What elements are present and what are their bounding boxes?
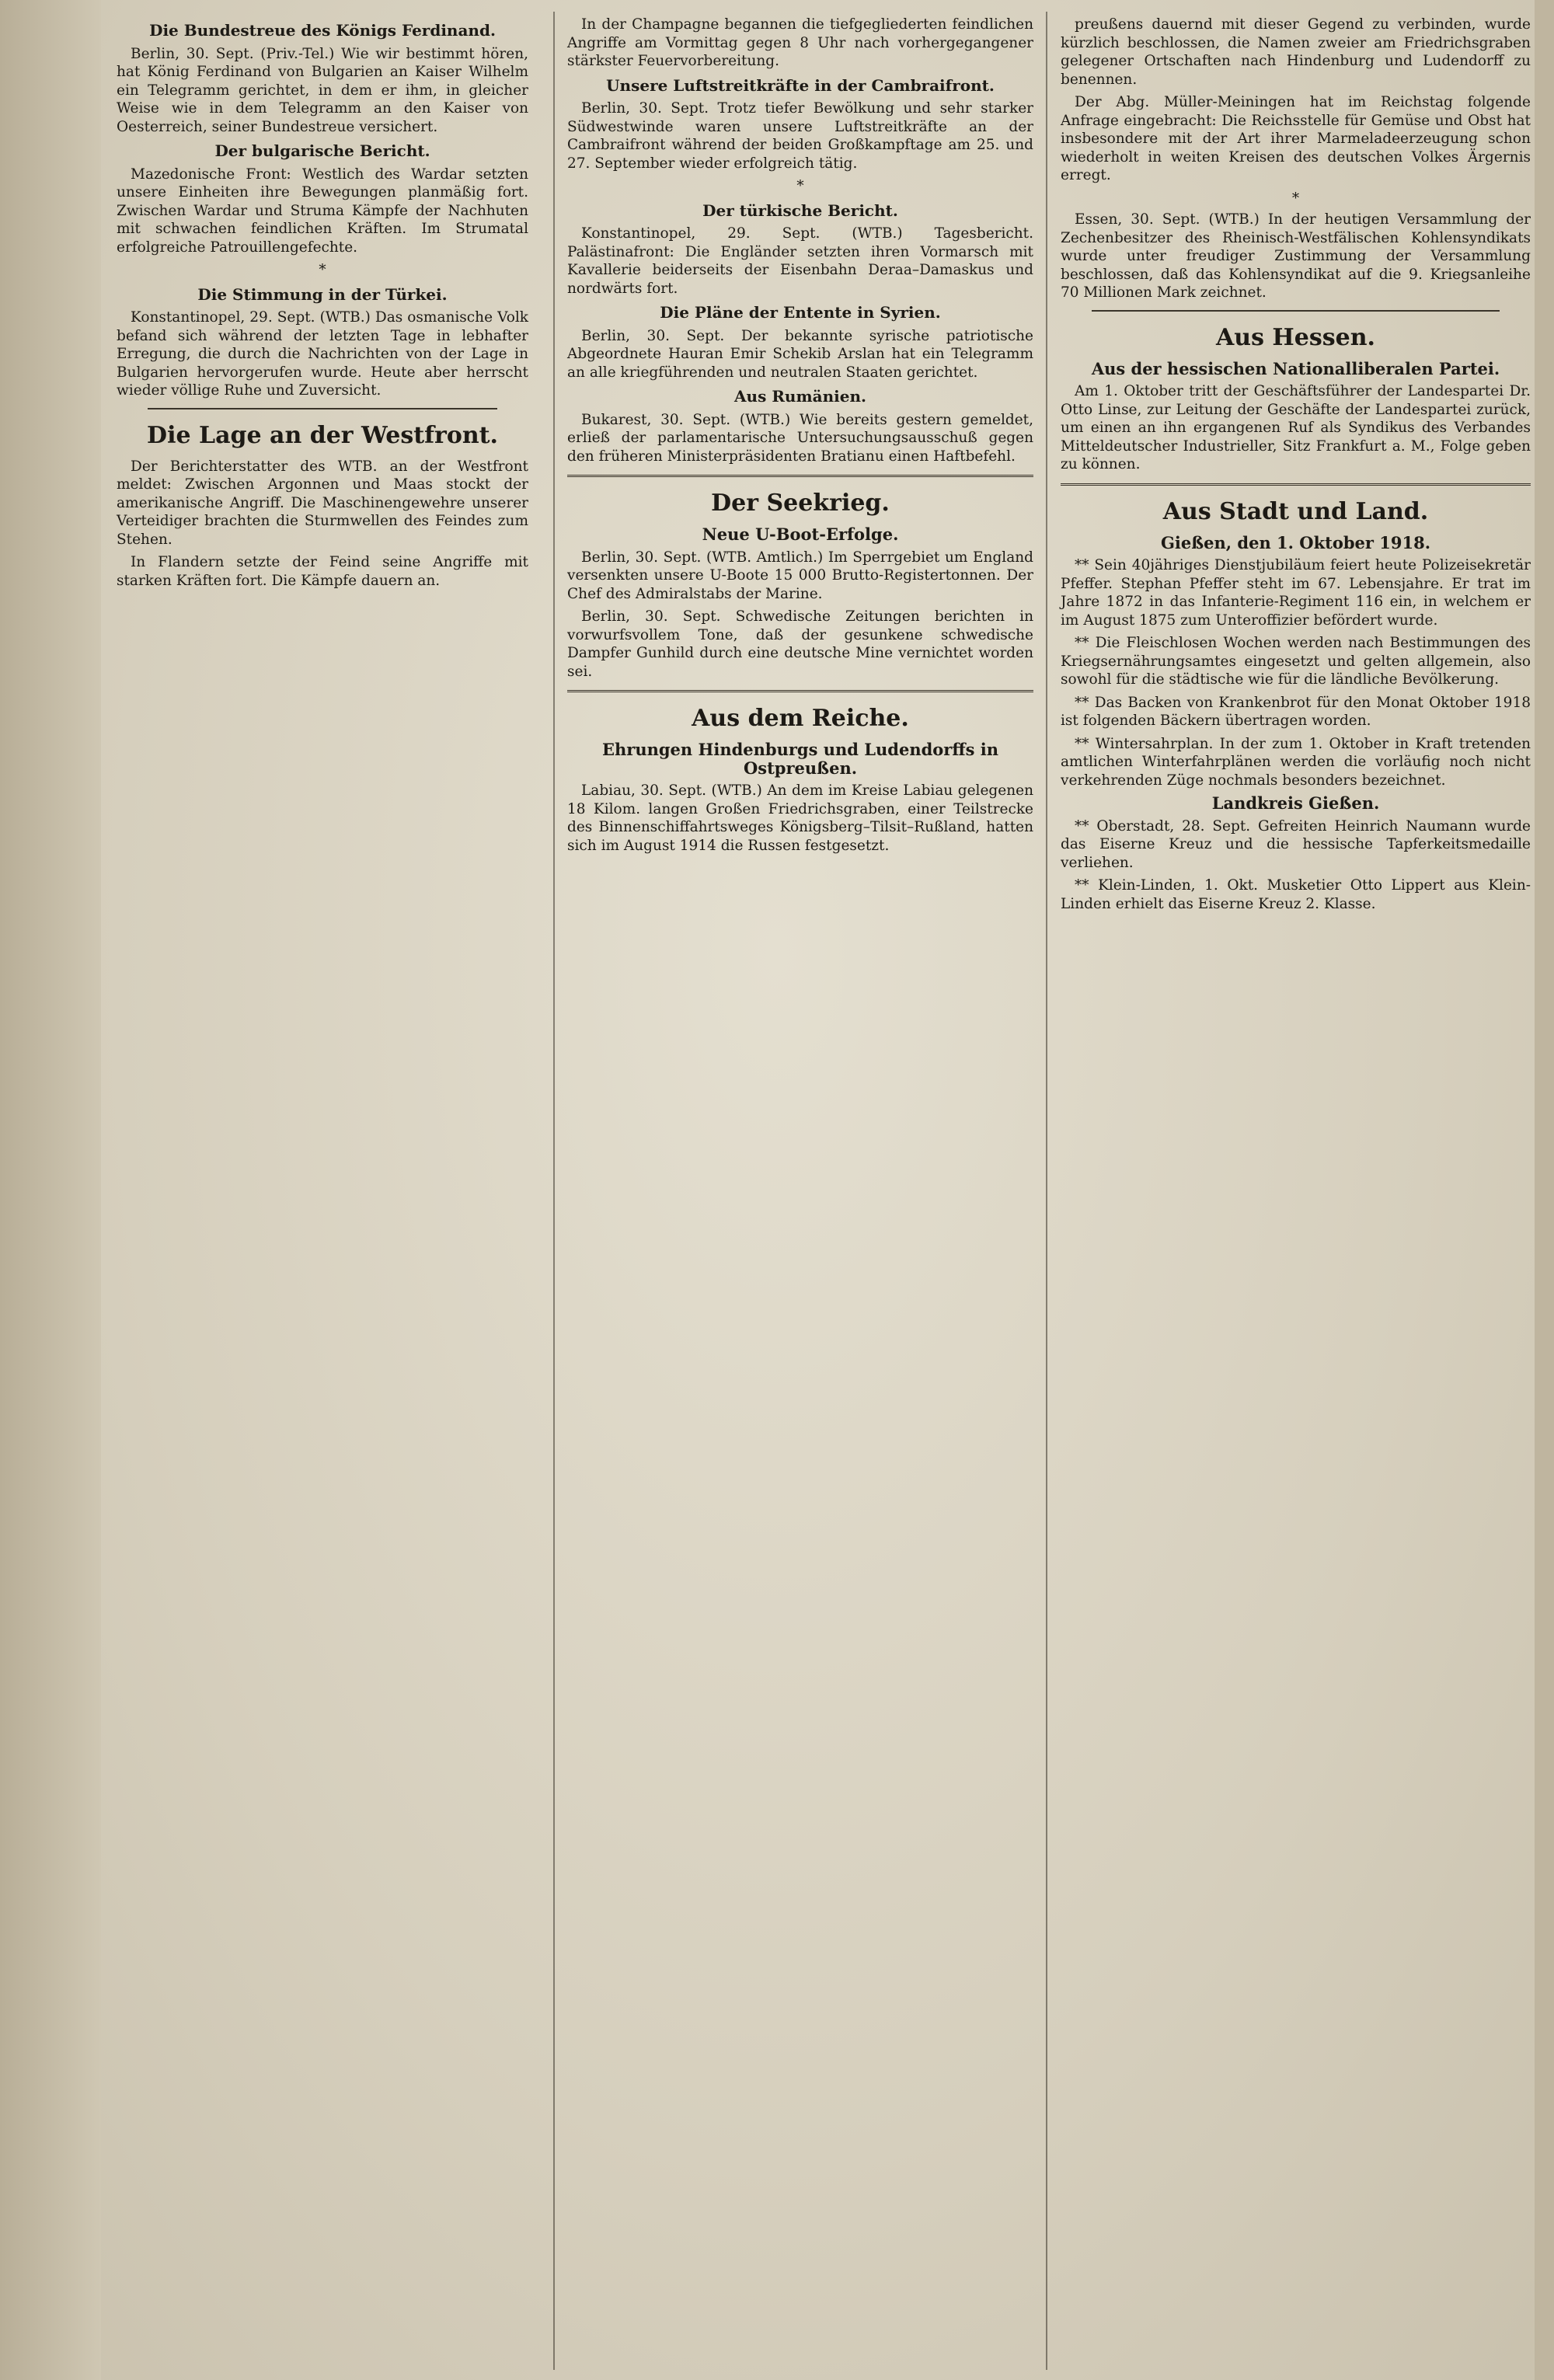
divider bbox=[567, 475, 1033, 477]
headline: Aus Rumänien. bbox=[734, 387, 866, 406]
paragraph: ** Wintersahrplan. In der zum 1. Oktober in Kraft tretenden amtlichen Winterfahrplänen werden die vorläufig noch nicht verkehrenden Züge nochmals besonders bezeichnet. bbox=[1061, 735, 1531, 789]
headline: Die Stimmung in der Türkei. bbox=[197, 284, 448, 304]
subheadline: Ehrungen Hindenburgs und Ludendorffs in Ostpreußen. bbox=[602, 740, 998, 778]
column-rule bbox=[553, 12, 555, 2370]
paragraph: preußens dauernd mit dieser Gegend zu verbinden, wurde kürzlich beschlossen, die Namen zweier am Friedrichsgraben gelegener Ortschaften nach Hindenburg und Ludendorff zu benennen. bbox=[1061, 16, 1531, 88]
paragraph: Der Abg. Müller-Meiningen hat im Reichstag folgende Anfrage eingebracht: Die Reichsstelle für Gemüse und Obst hat insbesondere mit der Art ihrer Marmeladeerzeugung schon wiederholt in weiten Kreisen des deutschen Volkes Ärgernis erregt. bbox=[1061, 94, 1531, 183]
paragraph: ** Die Fleischlosen Wochen werden nach Bestimmungen des Kriegsernährungsamtes eingesetzt und gelten allgemein, also sowohl für die städtische wie für die ländliche Bevölkerung. bbox=[1061, 635, 1531, 688]
subheadline: Landkreis Gießen. bbox=[1211, 793, 1380, 813]
paragraph: ** Sein 40jähriges Dienstjubiläum feiert heute Polizeisekretär Pfeffer. Stephan Pfeffer steht im 67. Lebensjahre. Er trat im Jahre 1872 in das Infanterie-Regiment 116 ein, in welchem er im August 1875 zum Unteroffizier befördert wurde. bbox=[1061, 557, 1531, 629]
dateline: Gießen, den 1. Oktober 1918. bbox=[1160, 532, 1431, 552]
column-1 bbox=[117, 16, 528, 2370]
paragraph: Berlin, 30. Sept. Schwedische Zeitungen berichten in vorwurfsvollem Tone, daß der gesunkene schwedische Dampfer Gunhild durch eine deutsche Mine vernichtet worden sei. bbox=[567, 608, 1033, 680]
paragraph: In Flandern setzte der Feind seine Angriffe mit starken Kräften fort. Die Kämpfe dauern an. bbox=[117, 554, 528, 589]
separator: * bbox=[796, 178, 804, 194]
paragraph: Mazedonische Front: Westlich des Wardar setzten unsere Einheiten ihre Bewegungen planmäßig fort. Zwischen Wardar und Struma Kämpfe der Nachhuten mit schwachen feindlichen Kräften. Im Strumatal erfolgreiche Patrouillengefechte. bbox=[117, 166, 528, 256]
subheadline: Aus der hessischen Nationalliberalen Partei. bbox=[1091, 358, 1500, 378]
headline: Die Lage an der Westfront. bbox=[147, 421, 498, 449]
column-rule bbox=[1046, 12, 1047, 2370]
paragraph: Konstantinopel, 29. Sept. (WTB.) Tagesbericht. Palästinafront: Die Engländer setzten ihren Vormarsch mit Kavallerie beiderseits der Eisenbahn Deraa–Damaskus und nordwärts fort. bbox=[567, 225, 1033, 297]
paragraph: Konstantinopel, 29. Sept. (WTB.) Das osmanische Volk befand sich während der letzten Tage in lebhafter Erregung, die durch die Nachrichten von der Lage in Bulgarien hervorgerufen wurde. Heute aber herrscht wieder völlige Ruhe und Zuversicht. bbox=[117, 309, 528, 399]
headline: Aus dem Reiche. bbox=[692, 705, 909, 732]
paragraph: ** Das Backen von Krankenbrot für den Monat Oktober 1918 ist folgenden Bäckern übertragen worden. bbox=[1061, 694, 1531, 729]
paragraph: Berlin, 30. Sept. Trotz tiefer Bewölkung und sehr starker Südwestwinde waren unsere Luftstreitkräfte an der Cambraifront während der beiden Großkampftage am 25. und 27. September wieder erfolgreich tätig. bbox=[567, 100, 1033, 172]
subheadline: Neue U-Boot-Erfolge. bbox=[702, 524, 899, 544]
headline: Der türkische Bericht. bbox=[702, 200, 898, 220]
paragraph: Essen, 30. Sept. (WTB.) In der heutigen Versammlung der Zechenbesitzer des Rheinisch-Westfälischen Kohlensyndikats wurde unter freudiger Zustimmung der Versammlung beschlossen, daß das Kohlensyndikat auf die 9. Kriegsanleihe 70 Millionen Mark zeichnet. bbox=[1061, 211, 1531, 301]
paragraph: Berlin, 30. Sept. Der bekannte syrische patriotische Abgeordnete Hauran Emir Schekib Arslan hat ein Telegramm an alle kriegführenden und neutralen Staaten gerichtet. bbox=[567, 327, 1033, 381]
divider bbox=[1092, 310, 1500, 312]
paragraph: Der Berichterstatter des WTB. an der Westfront meldet: Zwischen Argonnen und Maas stockt der amerikanische Angriff. Die Maschinengewehre unserer Verteidiger brachten die Sturmwellen des Feindes zum Stehen. bbox=[117, 458, 528, 548]
page-right-margin bbox=[1535, 0, 1554, 2380]
paragraph: ** Oberstadt, 28. Sept. Gefreiten Heinrich Naumann wurde das Eiserne Kreuz und die hessische Tapferkeitsmedaille verliehen. bbox=[1061, 817, 1531, 871]
divider bbox=[567, 690, 1033, 692]
headline: Der bulgarische Bericht. bbox=[214, 141, 430, 160]
separator: * bbox=[319, 262, 326, 278]
headline: Der Seekrieg. bbox=[711, 490, 890, 517]
paragraph: ** Klein-Linden, 1. Okt. Musketier Otto Lippert aus Klein-Linden erhielt das Eiserne Kreuz 2. Klasse. bbox=[1061, 877, 1531, 912]
paragraph: In der Champagne begannen die tiefgegliederten feindlichen Angriffe am Vormittag gegen 8 Uhr nach vorhergegangener stärkster Feuervorbereitung. bbox=[567, 16, 1033, 69]
headline: Die Bundestreue des Königs Ferdinand. bbox=[149, 21, 496, 40]
headline: Aus Hessen. bbox=[1216, 323, 1375, 351]
divider bbox=[148, 408, 497, 409]
paragraph: Labiau, 30. Sept. (WTB.) An dem im Kreise Labiau gelegenen 18 Kilom. langen Großen Friedrichsgraben, einer Teilstrecke des Binnenschiffahrtsweges Königsberg–Tilsit–Rußland, hatten sich im August 1914 die Russen festgesetzt. bbox=[567, 782, 1033, 854]
paragraph: Am 1. Oktober tritt der Geschäftsführer der Landespartei Dr. Otto Linse, zur Leitung der Geschäfte der Landespartei zurück, um einen an ihn ergangenen Ruf als Syndikus des Verbandes Mitteldeutscher Industrieller, Sitz Frankfurt a. M., Folge geben zu können. bbox=[1061, 383, 1531, 472]
paragraph: Berlin, 30. Sept. (WTB. Amtlich.) Im Sperrgebiet um England versenkten unsere U-Boote 15 000 Brutto-Registertonnen. Der Chef des Admiralstabs der Marine. bbox=[567, 549, 1033, 602]
divider bbox=[1061, 483, 1531, 486]
column-3 bbox=[1061, 16, 1531, 2370]
column-2 bbox=[567, 16, 1033, 2370]
paragraph: Bukarest, 30. Sept. (WTB.) Wie bereits gestern gemeldet, erließ der parlamentarische Untersuchungsausschuß gegen den früheren Ministerpräsidenten Bratianu einen Haftbefehl. bbox=[567, 411, 1033, 465]
page-left-margin bbox=[0, 0, 101, 2380]
paragraph: Berlin, 30. Sept. (Priv.-Tel.) Wie wir bestimmt hören, hat König Ferdinand von Bulgarien an Kaiser Wilhelm ein Telegramm gerichtet, in dem er ihm, in gleicher Weise wie in dem Telegramm an den Kaiser von Oesterreich, seiner Bundestreue versichert. bbox=[117, 45, 528, 135]
headline: Unsere Luftstreitkräfte in der Cambraifront. bbox=[606, 75, 995, 95]
headline: Aus Stadt und Land. bbox=[1162, 497, 1429, 525]
separator: * bbox=[1291, 190, 1300, 207]
headline: Die Pläne der Entente in Syrien. bbox=[660, 303, 941, 322]
